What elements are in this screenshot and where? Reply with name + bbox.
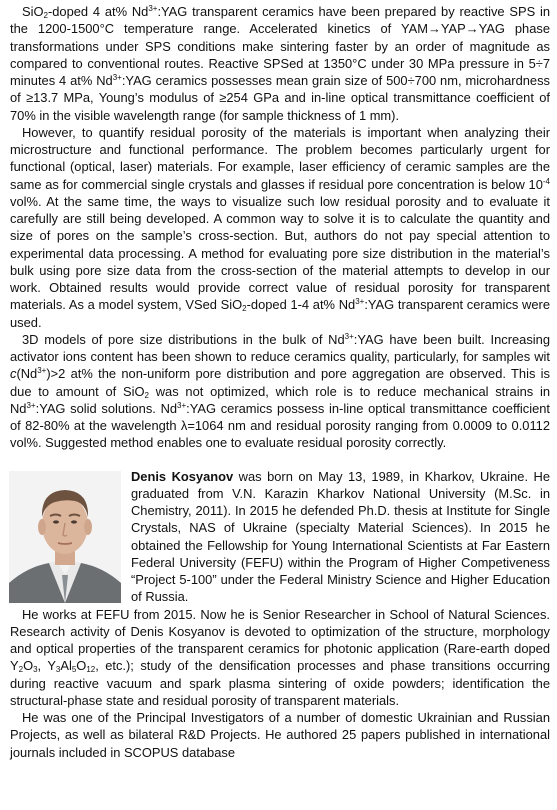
author-bio [10,468,550,761]
bio-paragraph-3: He was one of the Principal Investigators of a number of domestic Ukrainian and Russian Projects, as well as bilateral R&D Projects. He authored 25 papers published in international journals included in SCOPUS database [10,710,550,760]
bio-paragraph-2: He works at FEFU from 2015. Now he is Senior Researcher in School of Natural Sciences. Research activity of Denis Kosyanov is devoted to optimization of the structure, morphology and optical properties of the transparent ceramics for photonic application (Rare-earth doped $Y_2O_3$, $Y_3Al_5O_{12}$, etc.); study of the densification processes and phase transitions occurring during reactive vacuum and spark plasma sintering of oxide powders; identification the structural-phase state and residual porosity of transparent materials. [10,606,550,708]
author-photo [9,471,121,603]
abstract-paragraph-1: SiO$_2$-doped 4 at% $Nd^{3+}:YAG$ transparent ceramics have been prepared by reactive SPS in the 1200-1500°C temperature range. Accelerated kinetics of YAM→YAP→YAG phase transformations under SPS conditions make sintering faster by an order of magnitude as compared to conventional routes. Reactive SPSed at 1350°C under 30 MPa pressure in 5÷7 minutes 4 at% $Nd^{3+}:YAG$ ceramics possesses mean grain size of 500÷700 nm, microhardness of ≥13.7 MPa, Young’s modulus of ≥254 GPa and in-line optical transmittance coefficient of 70% in the visible wavelength range (for sample thickness of 1 mm). [10,4,550,123]
author-name: Denis Kosyanov [131,468,234,484]
abstract-paragraph-2: However, to quantify residual porosity of the materials is important when analyzing their microstructure and functional performance. The problem becomes particularly urgent for functional (optical, laser) materials. For example, laser efficiency of ceramic samples are the same as for commercial single crystals and glasses if residual pore concentration is below $10^{-4}$ vol%. At the same time, the ways to visualize such low residual porosity and to evaluate it carefully are still being developed. A common way to solve it is to calculate the quantity and size of pores on the sample’s cross-section. But, authors do not pay special attention to experimental data processing. A method for evaluating pore size distribution in the material’s bulk using pore size data from the cross-section of the material attempts to develop in our work. Obtained results would provide correct value of residual porosity for transparent materials. As a model system, VSed SiO$_2$-doped 1-4 at% $Nd^{3+}:YAG$ transparent ceramics were used. [10,124,550,330]
bio-paragraph-1: Denis Kosyanov was born on May 13, 1989, in Kharkov, Ukraine. He graduated from V.N. Karazin Kharkov National University (M.Sc. in Chemistry, 2011). In 2015 he defended Ph.D. thesis at Institute for Single Crystals, NAS of Ukraine (specialty Material Sciences). In 2015 he obtained the Fellowship for Young International Scientists at Far Eastern Federal University (FEFU) within the Program of Higher Competiveness “Project 5-100” under the Federal Ministry Science and Higher Education of Russia. [131,468,550,605]
abstract-paragraph-3: 3D models of pore size distributions in the bulk of $Nd^{3+}:YAG$ have been built. Increasing activator ions content has been shown to reduce ceramics quality, particularly, for samples wit $c(Nd^{3+})>2$ at% the non-uniform pore distribution and pore aggregation are observed. This is due to amount of SiO$_2$ was not optimized, which role is to reduce mechanical strains in $Nd^{3+}:YAG$ solid solutions. $Nd^{3+}:YAG$ ceramics possess in-line optical transmittance coefficient of 82-80% at the wavelength λ=1064 nm and residual porosity ranging from 0.0009 to 0.0112 vol%. Suggested method enables one to evaluate residual porosity correctly. [10,331,550,451]
